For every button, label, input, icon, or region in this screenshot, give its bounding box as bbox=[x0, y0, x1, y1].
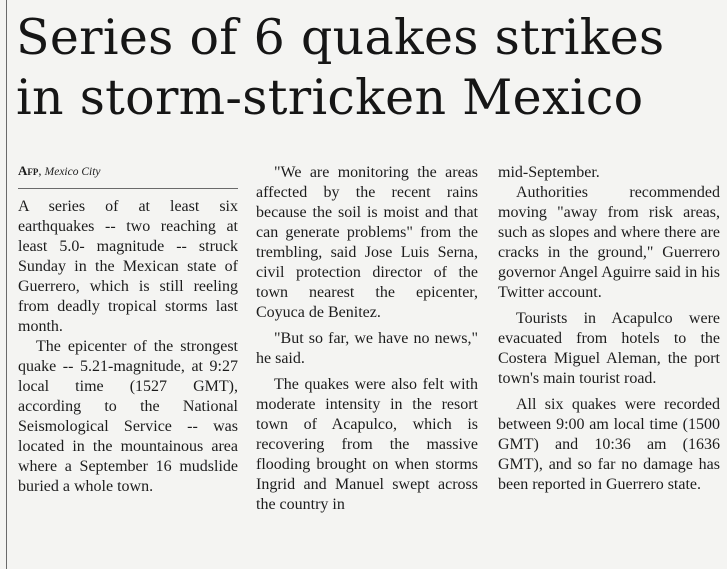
byline: Afp, Mexico City bbox=[18, 163, 238, 189]
paragraph: The quakes were also felt with moderate intensity in the resort town of Acapulco, which is recovering from the massive flooding brought on when storms Ingrid and Manuel swept across the country in bbox=[256, 376, 478, 513]
byline-agency: Afp bbox=[18, 163, 39, 178]
paragraph: mid-September. bbox=[498, 164, 600, 181]
paragraph: Tourists in Acapulco were evacuated from hotels to the Costera Miguel Aleman, the port town's main tourist road. bbox=[498, 310, 720, 387]
paragraph: The epicenter of the strongest quake -- 5.21-magnitude, at 9:27 local time (1527 GMT), according to the National Seismological Service -- was located in the mountainous area where a September 16 mudslide buried a whole town. bbox=[18, 338, 238, 495]
paragraph: "We are monitoring the areas affected by the recent rains because the soil is moist and that can generate problems" from the trembling, said Jose Luis Serna, civil protection director of the town nearest the epicenter, Coyuca de Benitez. bbox=[256, 164, 478, 321]
article-column-3 bbox=[498, 163, 720, 495]
paragraph: All six quakes were recorded between 9:00 am local time (1500 GMT) and 10:36 am (1636 GMT), and so far no damage has been reported in Guerrero state. bbox=[498, 396, 720, 493]
article-column-1 bbox=[18, 163, 238, 497]
paragraph: A series of at least six earthquakes -- two reaching at least 5.0- magnitude -- struck Sunday in the Mexican state of Guerrero, which is still reeling from deadly tropical storms last month. bbox=[18, 198, 238, 335]
byline-place: Mexico City bbox=[44, 166, 101, 178]
column-rule bbox=[6, 0, 7, 569]
paragraph: "But so far, we have no news," he said. bbox=[256, 330, 478, 367]
headline: Series of 6 quakes strikes in storm-stricken Mexico bbox=[16, 9, 665, 126]
article-column-2 bbox=[256, 163, 478, 515]
paragraph: Authorities recommended moving "away from risk areas, such as slopes and where there are cracks in the ground," Guerrero governor Angel Aguirre said in his Twitter account. bbox=[498, 184, 720, 301]
